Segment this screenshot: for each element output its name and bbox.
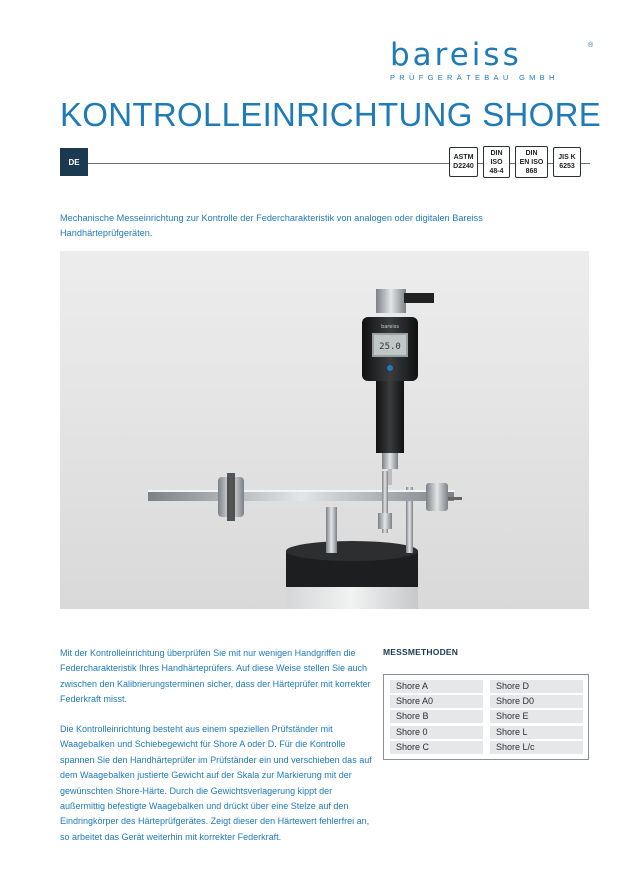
language-badge: DE [60,148,88,176]
method-item: Shore L [490,726,583,739]
body-paragraph-1: Mit der Kontrolleinrichtung überprüfen Sie mit nur wenigen Handgriffen die Federcharakteristik Ihres Handhärteprüfers. Auf diese Weise stellen Sie auch zwischen den Kalibrierungsterminen sicher, dass der Härteprüfer mit korrekter Federkraft misst. [60,648,371,705]
standard-line: D2240 [453,163,474,170]
method-item: Shore D [490,680,583,693]
standard-line: EN ISO [519,158,544,166]
standard-badge-jis [553,147,581,177]
method-item: Shore B [390,710,483,723]
body-paragraph-2: Die Kontrolleinrichtung besteht aus einem speziellen Prüfständer mit Waagebalken und Schiebegewicht für Shore A oder D. Für die Kontrolle spannen Sie den Handhärteprüfer im Prüfständer ein und verschieben das auf dem Waagebalken justierte Gewicht auf der Skala zur Markierung mit der gewünschten Shore-Härte. Durch die Gewichtsverlagerung kippt der außermittig befestigte Waagebalken und drückt über eine Stelze auf den Eindringkörper des Härteprüfgerätes. Zeigt dieser den Härtewert fehlerfrei an, so arbeitet das Gerät weiterhin mit korrekter Federkraft. [60,724,372,842]
methods-column-left [390,680,483,756]
method-item: Shore A0 [390,695,483,708]
intro-text: Mechanische Messeinrichtung zur Kontrolle der Federcharakteristik von analogen oder digitalen Bareiss Handhärteprüfgeräten. [60,213,483,238]
standard-line: DIN [525,149,538,157]
product-photo [60,251,589,609]
standard-line: JIS K [558,154,576,161]
method-item: Shore 0 [390,726,483,739]
methods-table [383,674,589,760]
registered-mark: ® [588,42,594,49]
standard-line: ASTM [453,154,474,161]
standard-line: DIN [490,149,503,157]
header-rule [60,163,590,164]
method-item: Shore A [390,680,483,693]
standard-line: 6253 [559,163,575,170]
method-item: Shore L/c [490,741,583,754]
methods-column-right [490,680,583,756]
standard-line: ISO [490,158,503,166]
device-brand-label: bareiss [381,324,399,330]
brand-subtitle: PRÜFGERÄTEBAU GMBH [390,73,559,82]
standard-badge-astm [449,147,478,177]
standard-badge-din-iso [483,146,510,178]
device-display-value: 25.0 [379,342,401,352]
page-title: KONTROLLEINRICHTUNG SHORE [60,96,602,133]
method-item: Shore C [390,741,483,754]
brand-wordmark: bareiss [390,37,522,73]
brand-logo [390,37,596,82]
method-item: Shore D0 [490,695,583,708]
standard-line: 868 [525,167,538,175]
methods-heading: MESSMETHODEN [383,647,459,657]
standard-line: 48-4 [489,167,504,175]
method-item: Shore E [490,710,583,723]
standard-badge-din-en-iso [515,146,548,178]
